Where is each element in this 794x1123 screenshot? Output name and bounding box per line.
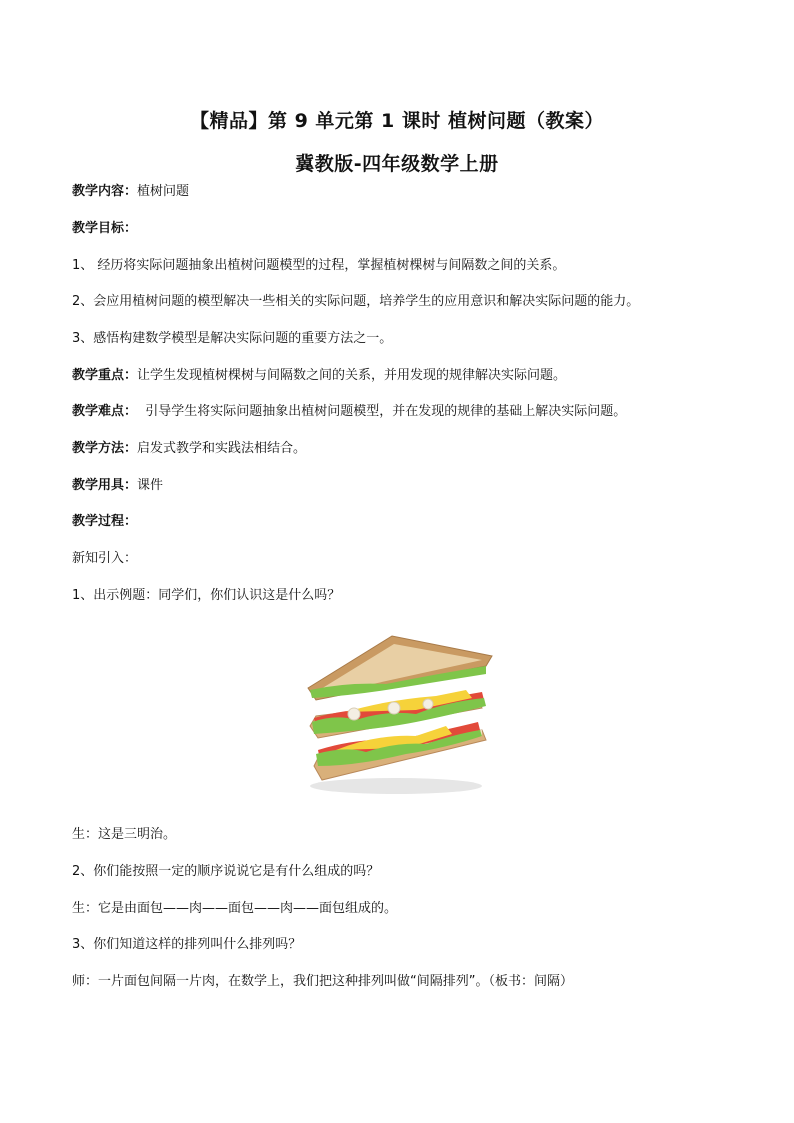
teaching-content <box>72 183 189 201</box>
method-value: 启发式教学和实践法相结合。 <box>137 441 307 456</box>
teaching-goals-heading <box>72 220 137 238</box>
tools-value: 课件 <box>137 478 164 493</box>
answer-2: 生：它是由面包——肉——面包——肉——面包组成的。 <box>72 901 398 916</box>
document-title: 【精品】第 9 单元第 1 课时 植树问题（教案） <box>189 110 604 132</box>
answer-3: 师：一片面包间隔一片肉，在数学上，我们把这种排列叫做“间隔排列”。（板书：间隔） <box>72 974 573 989</box>
teaching-content-label: 教学内容： <box>72 184 138 199</box>
goal-item-2: 2、会应用植树问题的模型解决一些相关的实际问题，培养学生的应用意识和解决实际问题的能力。 <box>72 294 640 309</box>
teaching-content-value: 植树问题 <box>137 184 190 199</box>
goal-item-3: 3、感悟构建数学模型是解决实际问题的重要方法之一。 <box>72 331 393 346</box>
question-1: 1、出示例题：同学们，你们认识这是什么吗？ <box>72 588 341 603</box>
teaching-method <box>72 440 306 458</box>
teaching-process-heading <box>72 513 137 531</box>
question-3: 3、你们知道这样的排列叫什么排列吗？ <box>72 937 302 952</box>
answer-1: 生：这是三明治。 <box>72 827 177 842</box>
goal-item-1: 1、 经历将实际问题抽象出植树问题模型的过程，掌握植树棵树与间隔数之间的关系。 <box>72 258 566 273</box>
intro-heading: 新知引入： <box>72 551 138 566</box>
teaching-key-point <box>72 367 566 385</box>
method-label: 教学方法： <box>72 441 138 456</box>
question-2: 2、你们能按照一定的顺序说说它是有什么组成的吗？ <box>72 864 380 879</box>
teaching-goals-label: 教学目标： <box>72 221 138 236</box>
document-subtitle: 冀教版-四年级数学上册 <box>295 153 499 175</box>
teaching-difficulty <box>72 403 626 421</box>
key-point-value: 让学生发现植树棵树与间隔数之间的关系，并用发现的规律解决实际问题。 <box>137 368 567 383</box>
key-point-label: 教学重点： <box>72 368 138 383</box>
tools-label: 教学用具： <box>72 478 138 493</box>
sandwich-image <box>296 626 500 798</box>
difficulty-value: 引导学生将实际问题抽象出植树问题模型，并在发现的规律的基础上解决实际问题。 <box>137 404 627 419</box>
process-label: 教学过程： <box>72 514 138 529</box>
difficulty-label: 教学难点： <box>72 404 138 419</box>
teaching-tools <box>72 477 163 495</box>
